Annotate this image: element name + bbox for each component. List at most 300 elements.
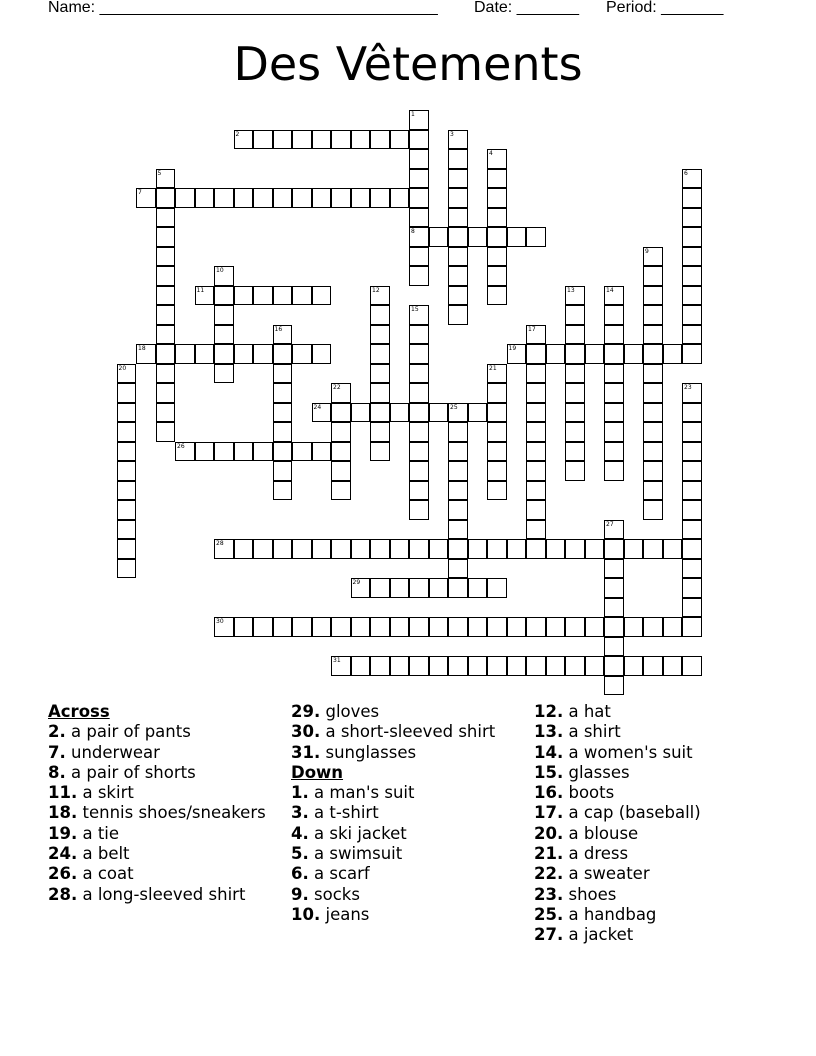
grid-cell[interactable]	[565, 461, 585, 481]
grid-cell[interactable]	[409, 344, 429, 364]
grid-cell[interactable]	[487, 169, 507, 189]
grid-cell[interactable]	[487, 481, 507, 501]
grid-cell[interactable]	[468, 578, 488, 598]
grid-cell[interactable]	[448, 559, 468, 579]
grid-cell[interactable]	[351, 578, 371, 598]
grid-cell[interactable]	[487, 364, 507, 384]
grid-cell[interactable]	[214, 344, 234, 364]
grid-cell[interactable]	[370, 539, 390, 559]
grid-cell[interactable]	[390, 130, 410, 150]
grid-cell[interactable]	[312, 286, 332, 306]
grid-cell[interactable]	[409, 578, 429, 598]
grid-cell[interactable]	[156, 305, 176, 325]
grid-cell[interactable]	[682, 188, 702, 208]
grid-cell[interactable]	[273, 188, 293, 208]
grid-cell[interactable]	[546, 617, 566, 637]
grid-cell[interactable]	[487, 286, 507, 306]
grid-cell[interactable]	[565, 383, 585, 403]
grid-cell[interactable]	[507, 227, 527, 247]
name-field[interactable]: Name: ______________________________________	[48, 0, 438, 16]
grid-cell[interactable]	[682, 481, 702, 501]
grid-cell[interactable]	[117, 520, 137, 540]
grid-cell[interactable]	[117, 442, 137, 462]
grid-cell[interactable]	[643, 481, 663, 501]
grid-cell[interactable]	[546, 656, 566, 676]
grid-cell[interactable]	[214, 539, 234, 559]
grid-cell[interactable]	[273, 539, 293, 559]
grid-cell[interactable]	[429, 656, 449, 676]
grid-cell[interactable]	[468, 403, 488, 423]
grid-cell[interactable]	[468, 227, 488, 247]
grid-cell[interactable]	[487, 149, 507, 169]
grid-cell[interactable]	[682, 286, 702, 306]
grid-cell[interactable]	[682, 247, 702, 267]
grid-cell[interactable]	[507, 344, 527, 364]
grid-cell[interactable]	[370, 364, 390, 384]
grid-cell[interactable]	[507, 656, 527, 676]
grid-cell[interactable]	[156, 422, 176, 442]
grid-cell[interactable]	[604, 637, 624, 657]
grid-cell[interactable]	[643, 422, 663, 442]
grid-cell[interactable]	[526, 422, 546, 442]
grid-cell[interactable]	[526, 617, 546, 637]
grid-cell[interactable]	[487, 227, 507, 247]
grid-cell[interactable]	[253, 286, 273, 306]
grid-cell[interactable]	[117, 403, 137, 423]
grid-cell[interactable]	[351, 188, 371, 208]
grid-cell[interactable]	[604, 344, 624, 364]
grid-cell[interactable]	[175, 188, 195, 208]
grid-cell[interactable]	[429, 403, 449, 423]
grid-cell[interactable]	[448, 422, 468, 442]
grid-cell[interactable]	[409, 110, 429, 130]
grid-cell[interactable]	[526, 442, 546, 462]
grid-cell[interactable]	[253, 539, 273, 559]
grid-cell[interactable]	[643, 656, 663, 676]
grid-cell[interactable]	[351, 656, 371, 676]
grid-cell[interactable]	[370, 383, 390, 403]
grid-cell[interactable]	[234, 286, 254, 306]
grid-cell[interactable]	[643, 247, 663, 267]
grid-cell[interactable]	[390, 403, 410, 423]
grid-cell[interactable]	[565, 422, 585, 442]
grid-cell[interactable]	[195, 286, 215, 306]
grid-cell[interactable]	[273, 383, 293, 403]
grid-cell[interactable]	[682, 403, 702, 423]
grid-cell[interactable]	[604, 305, 624, 325]
grid-cell[interactable]	[117, 539, 137, 559]
grid-cell[interactable]	[195, 188, 215, 208]
grid-cell[interactable]	[273, 286, 293, 306]
grid-cell[interactable]	[448, 227, 468, 247]
grid-cell[interactable]	[292, 130, 312, 150]
grid-cell[interactable]	[526, 403, 546, 423]
grid-cell[interactable]	[526, 520, 546, 540]
grid-cell[interactable]	[273, 130, 293, 150]
grid-cell[interactable]	[682, 617, 702, 637]
grid-cell[interactable]	[448, 247, 468, 267]
grid-cell[interactable]	[448, 617, 468, 637]
grid-cell[interactable]	[448, 500, 468, 520]
grid-cell[interactable]	[409, 130, 429, 150]
grid-cell[interactable]	[487, 539, 507, 559]
grid-cell[interactable]	[351, 130, 371, 150]
grid-cell[interactable]	[546, 539, 566, 559]
grid-cell[interactable]	[156, 344, 176, 364]
grid-cell[interactable]	[273, 481, 293, 501]
grid-cell[interactable]	[448, 578, 468, 598]
grid-cell[interactable]	[370, 578, 390, 598]
grid-cell[interactable]	[331, 130, 351, 150]
grid-cell[interactable]	[526, 539, 546, 559]
grid-cell[interactable]	[526, 500, 546, 520]
grid-cell[interactable]	[409, 383, 429, 403]
grid-cell[interactable]	[663, 656, 683, 676]
grid-cell[interactable]	[273, 364, 293, 384]
grid-cell[interactable]	[156, 364, 176, 384]
grid-cell[interactable]	[117, 383, 137, 403]
grid-cell[interactable]	[156, 266, 176, 286]
grid-cell[interactable]	[214, 617, 234, 637]
grid-cell[interactable]	[409, 364, 429, 384]
grid-cell[interactable]	[409, 442, 429, 462]
grid-cell[interactable]	[214, 188, 234, 208]
date-field[interactable]: Date: _______	[474, 0, 579, 16]
grid-cell[interactable]	[409, 266, 429, 286]
grid-cell[interactable]	[565, 442, 585, 462]
grid-cell[interactable]	[448, 208, 468, 228]
grid-cell[interactable]	[214, 442, 234, 462]
grid-cell[interactable]	[448, 442, 468, 462]
grid-cell[interactable]	[175, 344, 195, 364]
grid-cell[interactable]	[448, 520, 468, 540]
grid-cell[interactable]	[643, 344, 663, 364]
grid-cell[interactable]	[604, 598, 624, 618]
grid-cell[interactable]	[448, 266, 468, 286]
grid-cell[interactable]	[682, 422, 702, 442]
grid-cell[interactable]	[370, 325, 390, 345]
grid-cell[interactable]	[663, 617, 683, 637]
grid-cell[interactable]	[526, 481, 546, 501]
grid-cell[interactable]	[682, 461, 702, 481]
grid-cell[interactable]	[292, 539, 312, 559]
grid-cell[interactable]	[526, 656, 546, 676]
grid-cell[interactable]	[682, 227, 702, 247]
grid-cell[interactable]	[195, 442, 215, 462]
grid-cell[interactable]	[682, 539, 702, 559]
grid-cell[interactable]	[448, 149, 468, 169]
grid-cell[interactable]	[643, 383, 663, 403]
grid-cell[interactable]	[214, 286, 234, 306]
grid-cell[interactable]	[390, 188, 410, 208]
grid-cell[interactable]	[604, 539, 624, 559]
grid-cell[interactable]	[253, 344, 273, 364]
grid-cell[interactable]	[643, 617, 663, 637]
grid-cell[interactable]	[117, 481, 137, 501]
grid-cell[interactable]	[136, 188, 156, 208]
grid-cell[interactable]	[526, 325, 546, 345]
grid-cell[interactable]	[643, 266, 663, 286]
grid-cell[interactable]	[409, 422, 429, 442]
grid-cell[interactable]	[409, 656, 429, 676]
grid-cell[interactable]	[643, 442, 663, 462]
grid-cell[interactable]	[526, 364, 546, 384]
grid-cell[interactable]	[429, 578, 449, 598]
grid-cell[interactable]	[624, 617, 644, 637]
grid-cell[interactable]	[370, 442, 390, 462]
grid-cell[interactable]	[487, 208, 507, 228]
grid-cell[interactable]	[234, 617, 254, 637]
grid-cell[interactable]	[156, 208, 176, 228]
grid-cell[interactable]	[156, 169, 176, 189]
grid-cell[interactable]	[273, 403, 293, 423]
grid-cell[interactable]	[273, 461, 293, 481]
grid-cell[interactable]	[195, 344, 215, 364]
grid-cell[interactable]	[312, 442, 332, 462]
grid-cell[interactable]	[390, 578, 410, 598]
grid-cell[interactable]	[409, 149, 429, 169]
grid-cell[interactable]	[253, 188, 273, 208]
grid-cell[interactable]	[409, 461, 429, 481]
grid-cell[interactable]	[331, 481, 351, 501]
grid-cell[interactable]	[156, 286, 176, 306]
grid-cell[interactable]	[312, 539, 332, 559]
grid-cell[interactable]	[214, 325, 234, 345]
grid-cell[interactable]	[117, 559, 137, 579]
grid-cell[interactable]	[663, 344, 683, 364]
grid-cell[interactable]	[585, 656, 605, 676]
grid-cell[interactable]	[390, 617, 410, 637]
grid-cell[interactable]	[175, 442, 195, 462]
grid-cell[interactable]	[234, 344, 254, 364]
grid-cell[interactable]	[565, 325, 585, 345]
grid-cell[interactable]	[331, 422, 351, 442]
grid-cell[interactable]	[604, 383, 624, 403]
grid-cell[interactable]	[526, 227, 546, 247]
grid-cell[interactable]	[682, 656, 702, 676]
grid-cell[interactable]	[331, 656, 351, 676]
grid-cell[interactable]	[273, 422, 293, 442]
grid-cell[interactable]	[565, 617, 585, 637]
grid-cell[interactable]	[682, 578, 702, 598]
grid-cell[interactable]	[214, 266, 234, 286]
grid-cell[interactable]	[117, 364, 137, 384]
grid-cell[interactable]	[565, 344, 585, 364]
grid-cell[interactable]	[643, 500, 663, 520]
grid-cell[interactable]	[604, 520, 624, 540]
grid-cell[interactable]	[273, 344, 293, 364]
grid-cell[interactable]	[643, 403, 663, 423]
grid-cell[interactable]	[331, 188, 351, 208]
grid-cell[interactable]	[487, 442, 507, 462]
grid-cell[interactable]	[448, 130, 468, 150]
grid-cell[interactable]	[234, 188, 254, 208]
grid-cell[interactable]	[292, 344, 312, 364]
grid-cell[interactable]	[604, 461, 624, 481]
grid-cell[interactable]	[370, 286, 390, 306]
grid-cell[interactable]	[429, 539, 449, 559]
grid-cell[interactable]	[448, 188, 468, 208]
grid-cell[interactable]	[624, 344, 644, 364]
grid-cell[interactable]	[312, 188, 332, 208]
grid-cell[interactable]	[448, 481, 468, 501]
grid-cell[interactable]	[565, 364, 585, 384]
grid-cell[interactable]	[565, 403, 585, 423]
grid-cell[interactable]	[682, 520, 702, 540]
grid-cell[interactable]	[526, 383, 546, 403]
grid-cell[interactable]	[409, 227, 429, 247]
grid-cell[interactable]	[351, 403, 371, 423]
grid-cell[interactable]	[156, 188, 176, 208]
grid-cell[interactable]	[370, 422, 390, 442]
grid-cell[interactable]	[331, 617, 351, 637]
grid-cell[interactable]	[604, 422, 624, 442]
grid-cell[interactable]	[156, 247, 176, 267]
grid-cell[interactable]	[156, 383, 176, 403]
grid-cell[interactable]	[585, 617, 605, 637]
grid-cell[interactable]	[604, 559, 624, 579]
grid-cell[interactable]	[214, 305, 234, 325]
grid-cell[interactable]	[448, 656, 468, 676]
grid-cell[interactable]	[682, 169, 702, 189]
grid-cell[interactable]	[214, 364, 234, 384]
grid-cell[interactable]	[682, 442, 702, 462]
grid-cell[interactable]	[429, 227, 449, 247]
grid-cell[interactable]	[273, 442, 293, 462]
grid-cell[interactable]	[663, 539, 683, 559]
grid-cell[interactable]	[429, 617, 449, 637]
grid-cell[interactable]	[604, 325, 624, 345]
grid-cell[interactable]	[604, 617, 624, 637]
grid-cell[interactable]	[351, 617, 371, 637]
grid-cell[interactable]	[312, 344, 332, 364]
grid-cell[interactable]	[624, 539, 644, 559]
grid-cell[interactable]	[370, 656, 390, 676]
grid-cell[interactable]	[234, 539, 254, 559]
grid-cell[interactable]	[487, 188, 507, 208]
grid-cell[interactable]	[643, 364, 663, 384]
grid-cell[interactable]	[643, 305, 663, 325]
grid-cell[interactable]	[370, 305, 390, 325]
grid-cell[interactable]	[253, 442, 273, 462]
grid-cell[interactable]	[468, 656, 488, 676]
grid-cell[interactable]	[604, 656, 624, 676]
grid-cell[interactable]	[409, 208, 429, 228]
grid-cell[interactable]	[487, 266, 507, 286]
grid-cell[interactable]	[682, 208, 702, 228]
grid-cell[interactable]	[390, 656, 410, 676]
grid-cell[interactable]	[624, 656, 644, 676]
grid-cell[interactable]	[156, 325, 176, 345]
grid-cell[interactable]	[292, 442, 312, 462]
grid-cell[interactable]	[682, 559, 702, 579]
period-field[interactable]: Period: _______	[606, 0, 724, 16]
grid-cell[interactable]	[312, 130, 332, 150]
grid-cell[interactable]	[409, 325, 429, 345]
grid-cell[interactable]	[370, 130, 390, 150]
grid-cell[interactable]	[156, 403, 176, 423]
grid-cell[interactable]	[136, 344, 156, 364]
grid-cell[interactable]	[526, 344, 546, 364]
grid-cell[interactable]	[292, 188, 312, 208]
grid-cell[interactable]	[409, 481, 429, 501]
grid-cell[interactable]	[487, 403, 507, 423]
grid-cell[interactable]	[331, 442, 351, 462]
grid-cell[interactable]	[604, 286, 624, 306]
grid-cell[interactable]	[643, 461, 663, 481]
grid-cell[interactable]	[507, 539, 527, 559]
grid-cell[interactable]	[487, 247, 507, 267]
grid-cell[interactable]	[643, 286, 663, 306]
grid-cell[interactable]	[448, 461, 468, 481]
grid-cell[interactable]	[331, 461, 351, 481]
grid-cell[interactable]	[292, 617, 312, 637]
grid-cell[interactable]	[604, 676, 624, 696]
grid-cell[interactable]	[643, 325, 663, 345]
grid-cell[interactable]	[487, 383, 507, 403]
grid-cell[interactable]	[409, 539, 429, 559]
grid-cell[interactable]	[370, 403, 390, 423]
grid-cell[interactable]	[390, 539, 410, 559]
grid-cell[interactable]	[292, 286, 312, 306]
grid-cell[interactable]	[409, 617, 429, 637]
grid-cell[interactable]	[273, 325, 293, 345]
grid-cell[interactable]	[565, 656, 585, 676]
grid-cell[interactable]	[117, 500, 137, 520]
grid-cell[interactable]	[604, 578, 624, 598]
grid-cell[interactable]	[409, 169, 429, 189]
grid-cell[interactable]	[409, 403, 429, 423]
grid-cell[interactable]	[526, 461, 546, 481]
grid-cell[interactable]	[546, 344, 566, 364]
grid-cell[interactable]	[409, 305, 429, 325]
grid-cell[interactable]	[585, 344, 605, 364]
grid-cell[interactable]	[370, 188, 390, 208]
grid-cell[interactable]	[117, 422, 137, 442]
grid-cell[interactable]	[448, 286, 468, 306]
grid-cell[interactable]	[682, 305, 702, 325]
grid-cell[interactable]	[507, 617, 527, 637]
grid-cell[interactable]	[370, 344, 390, 364]
grid-cell[interactable]	[565, 539, 585, 559]
grid-cell[interactable]	[448, 403, 468, 423]
grid-cell[interactable]	[331, 539, 351, 559]
grid-cell[interactable]	[448, 539, 468, 559]
grid-cell[interactable]	[253, 130, 273, 150]
grid-cell[interactable]	[682, 598, 702, 618]
grid-cell[interactable]	[234, 442, 254, 462]
grid-cell[interactable]	[117, 461, 137, 481]
grid-cell[interactable]	[253, 617, 273, 637]
grid-cell[interactable]	[604, 364, 624, 384]
grid-cell[interactable]	[331, 403, 351, 423]
grid-cell[interactable]	[604, 403, 624, 423]
grid-cell[interactable]	[234, 130, 254, 150]
grid-cell[interactable]	[682, 344, 702, 364]
grid-cell[interactable]	[312, 403, 332, 423]
grid-cell[interactable]	[565, 305, 585, 325]
grid-cell[interactable]	[468, 539, 488, 559]
grid-cell[interactable]	[273, 617, 293, 637]
grid-cell[interactable]	[468, 617, 488, 637]
grid-cell[interactable]	[312, 617, 332, 637]
grid-cell[interactable]	[409, 500, 429, 520]
grid-cell[interactable]	[487, 617, 507, 637]
grid-cell[interactable]	[331, 383, 351, 403]
grid-cell[interactable]	[487, 578, 507, 598]
grid-cell[interactable]	[487, 461, 507, 481]
grid-cell[interactable]	[448, 305, 468, 325]
